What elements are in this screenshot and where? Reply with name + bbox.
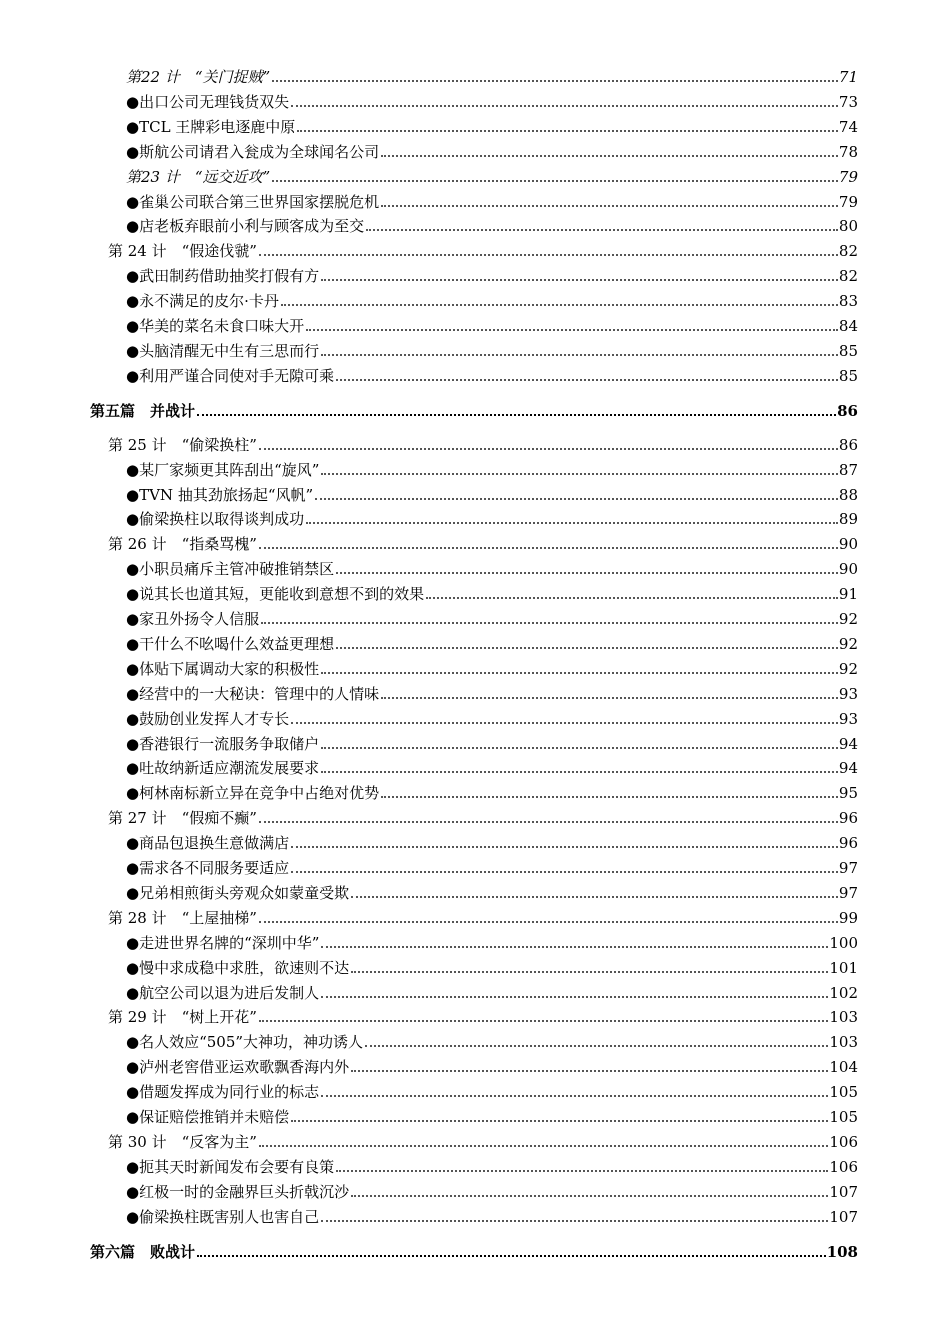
toc-page-number: 82 xyxy=(838,242,858,261)
toc-entry-title: ●永不满足的皮尔·卡丹 xyxy=(126,292,279,311)
toc-page-number: 93 xyxy=(838,684,858,703)
dot-leader xyxy=(365,1037,828,1047)
toc-entry-title: ●借题发挥成为同行业的标志 xyxy=(126,1083,320,1102)
toc-entry-title: ●利用严谨合同使对手无隙可乘 xyxy=(126,366,335,385)
dot-leader xyxy=(426,589,838,599)
dot-leader xyxy=(321,763,838,773)
dot-leader xyxy=(366,221,838,231)
toc-entry-title: ●走进世界名牌的“深圳中华” xyxy=(126,933,320,952)
toc-item[interactable] xyxy=(126,504,858,528)
dot-leader xyxy=(321,988,828,998)
toc-entry-title: 第 27 计 “假痴不癫” xyxy=(108,809,257,828)
toc-entry-title: ●柯林南标新立异在竞争中占绝对优势 xyxy=(126,784,380,803)
toc-item[interactable] xyxy=(126,1177,858,1201)
toc-entry-title: ●偷梁换柱既害别人也害自己 xyxy=(126,1207,320,1226)
toc-entry-title: ●某厂家频更其阵刮出“旋风” xyxy=(126,460,320,479)
toc-entry-title: ●偷梁换柱以取得谈判成功 xyxy=(126,510,305,529)
dot-leader xyxy=(291,97,838,107)
toc-item[interactable] xyxy=(126,1152,858,1176)
toc-entry-title: ●TVN 抽其劲旅扬起“风帆” xyxy=(126,485,314,504)
toc-page-number: 71 xyxy=(838,68,858,86)
dot-leader xyxy=(321,739,838,749)
toc-page-number: 74 xyxy=(838,117,858,136)
toc-entry-title: ●小职员痛斥主管冲破推销禁区 xyxy=(126,560,335,579)
toc-page-number: 107 xyxy=(829,1207,858,1226)
toc-page-number: 87 xyxy=(838,460,858,479)
toc-item[interactable] xyxy=(126,336,858,360)
toc-item[interactable] xyxy=(126,828,858,852)
toc-entry-title: ●航空公司以退为进后发制人 xyxy=(126,983,320,1002)
dot-leader xyxy=(197,1247,826,1257)
toc-item[interactable] xyxy=(126,629,858,653)
toc-page-number: 101 xyxy=(829,958,858,977)
toc-entry-title: 第22 计 “关门捉贼” xyxy=(126,68,271,86)
toc-page-number: 92 xyxy=(838,634,858,653)
toc-item[interactable] xyxy=(126,286,858,310)
toc-entry-title: ●干什么不吆喝什么效益更理想 xyxy=(126,634,335,653)
toc-entry-title: ●经营中的一大秘诀：管理中的人情味 xyxy=(126,684,380,703)
toc-page-number: 97 xyxy=(838,859,858,877)
dot-leader xyxy=(259,1012,828,1022)
toc-entry-title: 第 25 计 “偷梁换柱” xyxy=(108,435,257,454)
toc-page-number: 94 xyxy=(838,759,858,778)
toc-page-number: 92 xyxy=(838,659,858,678)
toc-entry-title: ●华美的菜名未食口味大开 xyxy=(126,317,305,335)
toc-item[interactable] xyxy=(126,1077,858,1101)
toc-entry-title: ●吐故纳新适应潮流发展要求 xyxy=(126,759,320,778)
dot-leader xyxy=(197,406,836,416)
toc-entry-title: ●鼓励创业发挥人才专长 xyxy=(126,709,290,728)
toc-page-number: 91 xyxy=(838,585,858,604)
dot-leader xyxy=(259,539,838,549)
toc-item[interactable] xyxy=(126,211,858,235)
toc-page-number: 85 xyxy=(838,366,858,385)
toc-page-number: 79 xyxy=(838,167,858,186)
dot-leader xyxy=(336,564,838,574)
toc-page-number: 83 xyxy=(838,292,858,311)
dot-leader xyxy=(291,1112,828,1122)
dot-leader xyxy=(259,246,838,256)
dot-leader xyxy=(351,1062,828,1072)
toc-chapter[interactable] xyxy=(108,1127,858,1151)
toc-item[interactable] xyxy=(126,1052,858,1076)
toc-entry-title: ●斯航公司请君入瓮成为全球闻名公司 xyxy=(126,142,380,161)
toc-chapter[interactable] xyxy=(108,1002,858,1026)
toc-entry-title: 第 29 计 “树上开花” xyxy=(108,1008,257,1027)
dot-leader xyxy=(291,863,838,873)
toc-page-number: 106 xyxy=(829,1157,858,1176)
toc-part-heading[interactable] xyxy=(90,396,858,420)
toc-page-number: 102 xyxy=(829,983,858,1002)
toc-page-number: 105 xyxy=(829,1083,858,1102)
toc-page-number: 82 xyxy=(838,267,858,286)
dot-leader xyxy=(306,514,838,524)
toc-page-number: 85 xyxy=(838,341,858,360)
toc-entry-title: ●TCL 王牌彩电逐鹿中原 xyxy=(126,117,296,136)
toc-page-number: 73 xyxy=(838,92,858,111)
toc-item[interactable] xyxy=(126,112,858,136)
dot-leader xyxy=(381,197,838,207)
toc-entry-title: 第 24 计 “假途伐虢” xyxy=(108,242,257,261)
toc-entry-title: ●红极一时的金融界巨头折戟沉沙 xyxy=(126,1182,350,1201)
dot-leader xyxy=(321,938,828,948)
toc-item[interactable] xyxy=(126,311,858,335)
toc-chapter[interactable] xyxy=(108,803,858,827)
toc-page-number: 108 xyxy=(826,1242,858,1261)
toc-page-number: 86 xyxy=(838,435,858,454)
toc-entry-title: ●名人效应“505”大神功，神功诱人 xyxy=(126,1033,364,1052)
toc-page-number: 79 xyxy=(838,192,858,211)
toc-item[interactable] xyxy=(126,1027,858,1051)
toc-item[interactable] xyxy=(126,137,858,161)
toc-chapter[interactable] xyxy=(108,236,858,260)
toc-chapter[interactable] xyxy=(126,62,858,86)
toc-entry-title: 第 28 计 “上屋抽梯” xyxy=(108,908,257,927)
dot-leader xyxy=(272,72,838,82)
toc-page-number: 107 xyxy=(829,1182,858,1201)
toc-page-number: 93 xyxy=(838,709,858,728)
dot-leader xyxy=(381,689,838,699)
dot-leader xyxy=(315,490,838,500)
toc-item[interactable] xyxy=(126,87,858,111)
toc-entry-title: 第五篇 并战计 xyxy=(90,401,196,420)
toc-entry-title: 第23 计 “远交近攻” xyxy=(126,167,271,186)
toc-item[interactable] xyxy=(126,361,858,385)
toc-entry-title: ●需求各不同服务要适应 xyxy=(126,859,290,877)
toc-page-number: 84 xyxy=(838,317,858,335)
toc-entry-title: ●雀巢公司联合第三世界国家摆脱危机 xyxy=(126,192,380,211)
toc-item[interactable] xyxy=(126,261,858,285)
dot-leader xyxy=(259,1137,828,1147)
dot-leader xyxy=(272,172,838,182)
toc-entry-title: ●保证赔偿推销并未赔偿 xyxy=(126,1108,290,1126)
dot-leader xyxy=(259,913,838,923)
toc-entry-title: ●头脑清醒无中生有三思而行 xyxy=(126,341,320,360)
toc-item[interactable] xyxy=(126,654,858,678)
dot-leader xyxy=(336,1162,828,1172)
toc-entry-title: ●扼其天时新闻发布会要有良策 xyxy=(126,1157,335,1176)
toc-item[interactable] xyxy=(126,455,858,479)
toc-page-number: 99 xyxy=(838,908,858,927)
dot-leader xyxy=(297,122,838,132)
toc-item[interactable] xyxy=(126,480,858,504)
toc-item[interactable] xyxy=(126,187,858,211)
toc-item[interactable] xyxy=(126,679,858,703)
toc-part-heading[interactable] xyxy=(90,1237,858,1261)
dot-leader xyxy=(291,838,838,848)
toc-item[interactable] xyxy=(126,978,858,1002)
toc-item[interactable] xyxy=(126,778,858,802)
toc-chapter[interactable] xyxy=(108,903,858,927)
toc-item[interactable] xyxy=(126,953,858,977)
toc-chapter[interactable] xyxy=(126,162,858,186)
dot-leader xyxy=(321,465,837,475)
toc-page-number: 92 xyxy=(838,610,858,628)
toc-entry-title: ●泸州老窖借亚运欢歌飘香海内外 xyxy=(126,1058,350,1077)
toc-entry-title: ●武田制药借助抽奖打假有方 xyxy=(126,267,320,286)
toc-entry-title: ●香港银行一流服务争取储户 xyxy=(126,734,320,753)
dot-leader xyxy=(321,1087,828,1097)
dot-leader xyxy=(336,371,838,381)
toc-page-number: 96 xyxy=(838,834,858,853)
toc-entry-title: ●说其长也道其短，更能收到意想不到的效果 xyxy=(126,585,425,604)
toc-item[interactable] xyxy=(126,928,858,952)
toc-item[interactable] xyxy=(126,853,858,877)
dot-leader xyxy=(321,346,838,356)
toc-page-number: 106 xyxy=(829,1132,858,1151)
toc-item[interactable] xyxy=(126,579,858,603)
dot-leader xyxy=(261,614,838,624)
dot-leader xyxy=(351,888,838,898)
toc-page-number: 88 xyxy=(838,485,858,504)
toc-chapter[interactable] xyxy=(108,430,858,454)
toc-entry-title: ●兄弟相煎街头旁观众如蒙童受欺 xyxy=(126,883,350,902)
dot-leader xyxy=(351,963,828,973)
toc-page-number: 97 xyxy=(838,883,858,902)
dot-leader xyxy=(381,147,838,157)
toc-item[interactable] xyxy=(126,554,858,578)
toc-entry-title: ●家丑外扬令人信服 xyxy=(126,610,260,628)
toc-chapter[interactable] xyxy=(108,529,858,553)
toc-entry-title: ●慢中求成稳中求胜，欲速则不达 xyxy=(126,958,350,977)
toc-entry-title: ●商品包退换生意做满店 xyxy=(126,834,290,853)
dot-leader xyxy=(306,321,838,331)
toc-page-number: 90 xyxy=(838,560,858,579)
toc-page-number: 95 xyxy=(838,784,858,803)
toc-page-number: 89 xyxy=(838,510,858,529)
toc-entry-title: ●体贴下属调动大家的积极性 xyxy=(126,659,320,678)
toc-page-number: 103 xyxy=(829,1008,858,1027)
dot-leader xyxy=(291,714,838,724)
toc-entry-title: 第 30 计 “反客为主” xyxy=(108,1132,257,1151)
toc-item[interactable] xyxy=(126,729,858,753)
toc-item[interactable] xyxy=(126,704,858,728)
toc-entry-title: 第 26 计 “指桑骂槐” xyxy=(108,535,257,554)
toc-page-number: 86 xyxy=(837,401,858,420)
toc-page-number: 94 xyxy=(838,734,858,753)
toc-page-number: 90 xyxy=(838,535,858,554)
toc-item[interactable] xyxy=(126,1202,858,1226)
dot-leader xyxy=(259,813,838,823)
toc-page-number: 78 xyxy=(838,142,858,161)
toc-item[interactable] xyxy=(126,753,858,777)
toc-entry-title: ●出口公司无理钱货双失 xyxy=(126,92,290,111)
toc-page-number: 103 xyxy=(829,1033,858,1052)
dot-leader xyxy=(321,1212,828,1222)
toc-page-number: 80 xyxy=(838,217,858,236)
dot-leader xyxy=(336,639,838,649)
dot-leader xyxy=(259,440,838,450)
toc-item[interactable] xyxy=(126,878,858,902)
dot-leader xyxy=(281,296,838,306)
toc-item[interactable] xyxy=(126,1102,858,1126)
toc-item[interactable] xyxy=(126,604,858,628)
dot-leader xyxy=(351,1187,828,1197)
dot-leader xyxy=(381,788,838,798)
toc-page-number: 105 xyxy=(829,1108,858,1126)
toc-page-number: 100 xyxy=(829,933,858,952)
toc-entry-title: 第六篇 败战计 xyxy=(90,1242,196,1261)
toc-page-number: 96 xyxy=(838,809,858,828)
dot-leader xyxy=(321,664,838,674)
toc-page-number: 104 xyxy=(829,1058,858,1077)
toc-entry-title: ●店老板弃眼前小利与顾客成为至交 xyxy=(126,217,365,236)
dot-leader xyxy=(321,271,838,281)
